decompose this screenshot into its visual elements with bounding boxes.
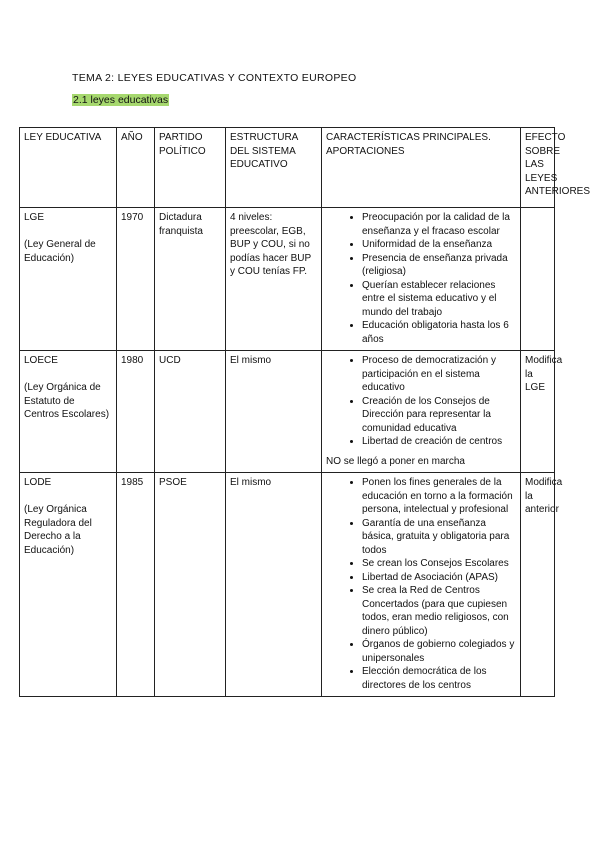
list-item: • Libertad de Asociación (APAS) bbox=[362, 571, 516, 585]
header-estructura: ESTRUCTURA DEL SISTEMA EDUCATIVO bbox=[226, 128, 322, 208]
laws-table bbox=[19, 127, 591, 697]
law-acronym: LODE bbox=[24, 477, 52, 488]
table-row bbox=[20, 473, 555, 697]
party-cell bbox=[155, 473, 226, 697]
header-ano: AÑO bbox=[117, 128, 155, 208]
list-item: • Se crean los Consejos Escolares bbox=[362, 557, 516, 571]
law-acronym: LOECE bbox=[24, 355, 58, 366]
law-party: PSOE bbox=[159, 477, 187, 488]
law-fullname: (Ley Orgánica de Estatuto de Centros Escolares) bbox=[24, 382, 110, 420]
list-item: • Proceso de democratización y participación en el sistema educativo bbox=[362, 354, 516, 395]
law-year: 1980 bbox=[121, 355, 144, 366]
header-caracteristicas: CARACTERÍSTICAS PRINCIPALES. APORTACIONES bbox=[322, 128, 521, 208]
features-cell bbox=[322, 473, 521, 697]
effect-cell bbox=[521, 208, 555, 351]
law-effect: Modifica la LGE bbox=[525, 355, 563, 393]
list-item: • Educación obligatoria hasta los 6 años bbox=[362, 319, 516, 346]
table-header-row bbox=[20, 128, 555, 208]
list-item: • Órganos de gobierno colegiados y unipersonales bbox=[362, 638, 516, 665]
law-structure: 4 niveles: preescolar, EGB, BUP y COU, si no podías hacer BUP y COU tenías FP. bbox=[230, 212, 311, 277]
year-cell bbox=[117, 351, 155, 473]
law-cell bbox=[20, 351, 117, 473]
list-item: • Uniformidad de la enseñanza bbox=[362, 238, 516, 252]
list-item: • Se crea la Red de Centros Concertados (para que cupiesen todos, eran medio religiosos, con dinero público) bbox=[362, 584, 516, 638]
features-cell bbox=[322, 351, 521, 473]
law-year: 1970 bbox=[121, 212, 144, 223]
table-row bbox=[20, 351, 555, 473]
list-item: • Ponen los fines generales de la educación en torno a la formación persona, intelectual y profesional bbox=[362, 476, 516, 517]
year-cell bbox=[117, 208, 155, 351]
list-item: • Garantía de una enseñanza básica, gratuita y obligatoria para todos bbox=[362, 517, 516, 558]
features-list bbox=[326, 476, 516, 692]
law-effect: Modifica la anterior bbox=[525, 477, 563, 515]
law-fullname: (Ley General de Educación) bbox=[24, 239, 96, 264]
law-cell bbox=[20, 473, 117, 697]
header-efecto: EFECTO SOBRE LAS LEYES ANTERIORES bbox=[521, 128, 555, 208]
document-title: TEMA 2: LEYES EDUCATIVAS Y CONTEXTO EUROPEO bbox=[72, 72, 357, 84]
structure-cell bbox=[226, 208, 322, 351]
law-note: NO se llegó a poner en marcha bbox=[326, 455, 465, 467]
law-year: 1985 bbox=[121, 477, 144, 488]
section-heading: 2.1 leyes educativas bbox=[73, 94, 169, 106]
features-list bbox=[326, 354, 516, 449]
header-ley: LEY EDUCATIVA bbox=[20, 128, 117, 208]
effect-cell bbox=[521, 351, 563, 473]
law-party: UCD bbox=[159, 355, 181, 366]
list-item: • Libertad de creación de centros bbox=[362, 435, 516, 449]
law-party: Dictadura franquista bbox=[159, 212, 203, 237]
list-item: • Preocupación por la calidad de la enseñanza y el fracaso escolar bbox=[362, 211, 516, 238]
list-item: • Creación de los Consejos de Dirección para representar la comunidad educativa bbox=[362, 395, 516, 436]
party-cell bbox=[155, 351, 226, 473]
structure-cell bbox=[226, 473, 322, 697]
law-fullname: (Ley Orgánica Reguladora del Derecho a la Educación) bbox=[24, 504, 92, 556]
structure-cell bbox=[226, 351, 322, 473]
law-acronym: LGE bbox=[24, 212, 45, 223]
features-list bbox=[326, 211, 516, 346]
party-cell bbox=[155, 208, 226, 351]
list-item: • Querían establecer relaciones entre el sistema educativo y el mundo del trabajo bbox=[362, 279, 516, 320]
year-cell bbox=[117, 473, 155, 697]
effect-cell bbox=[521, 473, 563, 697]
table-row bbox=[20, 208, 555, 351]
list-item: • Presencia de enseñanza privada (religiosa) bbox=[362, 252, 516, 279]
law-cell bbox=[20, 208, 117, 351]
list-item: • Elección democrática de los directores de los centros bbox=[362, 665, 516, 692]
law-structure: El mismo bbox=[230, 355, 272, 366]
header-partido: PARTIDO POLÍTICO bbox=[155, 128, 226, 208]
features-cell bbox=[322, 208, 521, 351]
law-structure: El mismo bbox=[230, 477, 272, 488]
